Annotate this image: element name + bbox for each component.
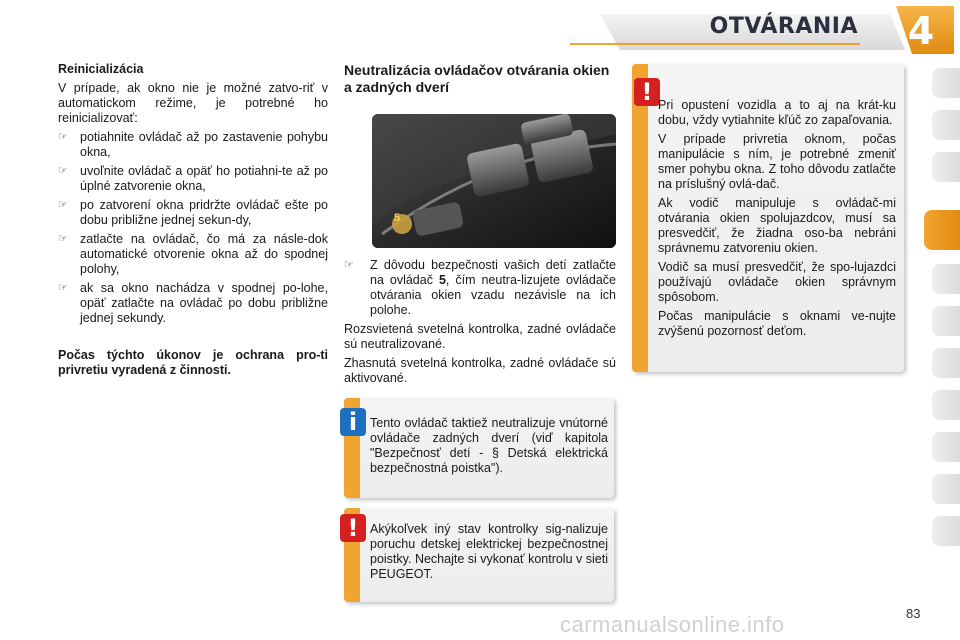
thumb-tab[interactable]: [932, 390, 960, 420]
page-number: 83: [906, 606, 921, 621]
warning-icon: !: [634, 78, 660, 106]
chapter-header: [560, 0, 960, 58]
status-on-text: Rozsvietená svetelná kontrolka, zadné ovládače sú neutralizované.: [344, 322, 616, 351]
status-off-text: Zhasnutá svetelná kontrolka, zadné ovládače sú aktivované.: [344, 356, 616, 385]
box-accent-stripe: [632, 64, 648, 372]
watermark: carmanualsonline.info: [560, 612, 785, 637]
warning-text: Akýkoľvek iný stav kontrolky sig-nalizuje poruchu detskej elektrickej bezpečnostnej poistky. Nechajte si vykonať kontrolu v sieti PEUGEOT.: [370, 522, 608, 581]
chapter-number: 4: [907, 9, 935, 53]
list-item: ☞ Z dôvodu bezpečnosti vašich detí zatlačte na ovládač 5, čím neutra-lizujete ovládače otvárania okien vzadu nezávisle na ich polohe.: [344, 258, 616, 317]
info-icon: i: [340, 408, 366, 436]
warning-icon: !: [340, 514, 366, 542]
info-text: Tento ovládač taktiež neutralizuje vnútorné ovládače zadných dverí (viď kapitola "Bezpečnosť detí - § Detská elektrická bezpečnostná poistka").: [370, 416, 608, 475]
list-item: ☞ po zatvorení okna pridržte ovládač ešte po dobu približne jednej sekun-dy,: [58, 198, 328, 227]
control-5-label: 5: [394, 212, 401, 224]
list-item: ☞ zatlačte na ovládač, čo má za násle-dok automatické otvorenie okna až do spodnej polohy,: [58, 232, 328, 276]
neutralization-text: [344, 258, 616, 390]
list-item: ☞ potiahnite ovládač až po zastavenie pohybu okna,: [58, 130, 328, 159]
info-box: [344, 398, 614, 498]
thumb-tab-active[interactable]: [924, 210, 960, 250]
chapter-title: OTVÁRANIA: [709, 14, 858, 39]
thumb-tab[interactable]: [932, 516, 960, 546]
thumb-tab[interactable]: [932, 152, 960, 182]
thumb-tab[interactable]: [932, 306, 960, 336]
pointing-hand-icon: ☞: [58, 233, 68, 245]
pointing-hand-icon: ☞: [58, 165, 68, 177]
thumb-tab[interactable]: [932, 110, 960, 140]
pointing-hand-icon: ☞: [58, 131, 68, 143]
thumb-tab[interactable]: [932, 432, 960, 462]
steps-list: [58, 130, 328, 326]
chapter-thumb-index: [924, 68, 960, 578]
intro-text: V prípade, ak okno nie je možné zatvo-riť v automatickom režime, je potrebné ho reinicializovať:: [58, 81, 328, 125]
list-item: ☞ ak sa okno nachádza v spodnej po-lohe, opäť zatlačte na ovládač po dobu približne jednej sekundy.: [58, 281, 328, 325]
thumb-tab[interactable]: [932, 68, 960, 98]
warning-box-secondary: [344, 508, 614, 602]
thumb-tab[interactable]: [932, 264, 960, 294]
pointing-hand-icon: ☞: [58, 199, 68, 211]
thumb-tab[interactable]: [932, 348, 960, 378]
section-heading: Neutralizácia ovládačov otvárania okien a zadných dverí: [344, 62, 610, 95]
list-item: ☞ uvoľnite ovládač a opäť ho potiahni-te až po úplné zatvorenie okna,: [58, 164, 328, 193]
warning-content: Pri opustení vozidla a to aj na krát-ku dobu, vždy vytiahnite kľúč zo zapaľovania. V prípade privretia oknom, počas manipulácie s ním, je potrebné zmeniť smer pohybu okna. Z toho dôvodu zatlačte na príslušný ovlá-dač. Ak vodič manipuluje s ovládač-mi otvárania okien spolujazdcov, musí sa presvedčiť, že žiadna oso-ba nebráni správnemu zatvoreniu okien. Vodič sa musí presvedčiť, že spo-lujazdci používajú ovládače okien správnym spôsobom. Počas manipulácie s oknami ve-nujte zvýšenú pozornosť deťom.: [658, 98, 896, 338]
section-heading: Reinicializácia: [58, 62, 144, 76]
window-controls-photo: [372, 114, 616, 248]
reinitialization-section: [58, 62, 328, 382]
warning-box: [632, 64, 904, 372]
thumb-tab[interactable]: [932, 474, 960, 504]
pointing-hand-icon: ☞: [58, 282, 68, 294]
neutralization-section: [344, 62, 616, 96]
pointing-hand-icon: ☞: [344, 259, 354, 271]
safety-note: Počas týchto úkonov je ochrana pro-ti privretiu vyradená z činnosti.: [58, 348, 328, 377]
